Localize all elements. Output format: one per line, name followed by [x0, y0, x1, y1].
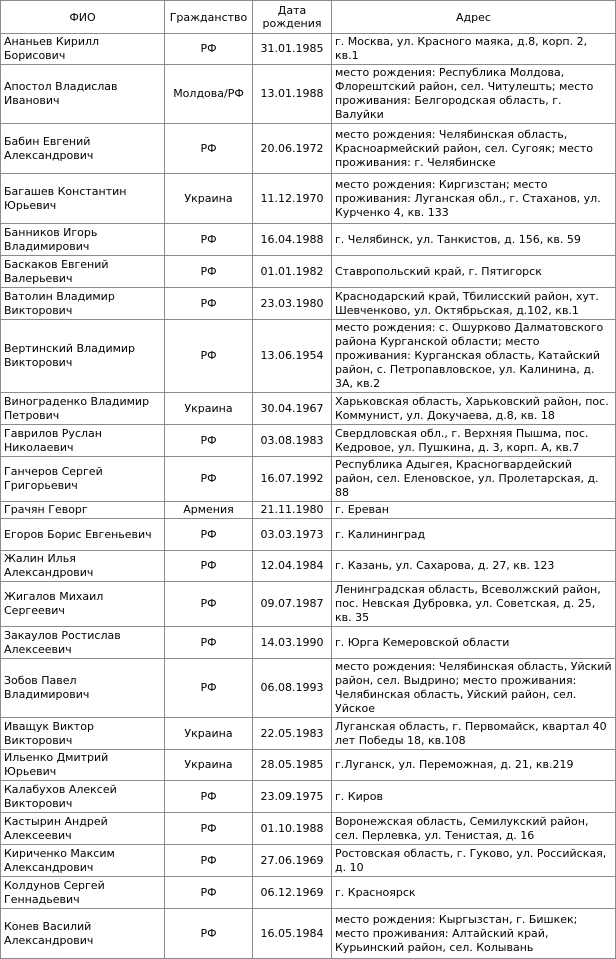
cell-address: г. Москва, ул. Красного маяка, д.8, корп. 2, кв.1: [332, 34, 616, 65]
cell-birth-date: 11.12.1970: [253, 174, 332, 224]
cell-birth-date: 23.09.1975: [253, 781, 332, 813]
cell-address: Воронежская область, Семилукский район, сел. Перлевка, ул. Тенистая, д. 16: [332, 813, 616, 845]
cell-citizenship: РФ: [165, 519, 253, 551]
table-row: [1, 65, 616, 124]
cell-citizenship: РФ: [165, 457, 253, 502]
table-row: [1, 909, 616, 959]
cell-birth-date: 09.07.1987: [253, 582, 332, 627]
cell-name: Банников Игорь Владимирович: [1, 224, 165, 256]
cell-name: Ватолин Владимир Викторович: [1, 288, 165, 320]
cell-address: Ставропольский край, г. Пятигорск: [332, 256, 616, 288]
cell-address: место рождения: Кыргызстан, г. Бишкек; место проживания: Алтайский край, Курьинский район, сел. Колывань: [332, 909, 616, 959]
cell-citizenship: Украина: [165, 174, 253, 224]
cell-name: Ананьев Кирилл Борисович: [1, 34, 165, 65]
table-row: [1, 781, 616, 813]
cell-birth-date: 14.03.1990: [253, 627, 332, 659]
cell-birth-date: 16.05.1984: [253, 909, 332, 959]
header-name: ФИО: [1, 1, 165, 34]
cell-address: Республика Адыгея, Красногвардейский район, сел. Еленовское, ул. Пролетарская, д. 88: [332, 457, 616, 502]
cell-birth-date: 13.06.1954: [253, 320, 332, 393]
cell-name: Зобов Павел Владимирович: [1, 659, 165, 718]
cell-name: Кириченко Максим Александрович: [1, 845, 165, 877]
header-row: [1, 1, 616, 34]
cell-birth-date: 03.03.1973: [253, 519, 332, 551]
cell-name: Колдунов Сергей Геннадьевич: [1, 877, 165, 909]
cell-citizenship: РФ: [165, 781, 253, 813]
table-row: [1, 750, 616, 781]
cell-citizenship: РФ: [165, 320, 253, 393]
cell-citizenship: Молдова/РФ: [165, 65, 253, 124]
cell-name: Закаулов Ростислав Алексеевич: [1, 627, 165, 659]
cell-citizenship: РФ: [165, 582, 253, 627]
table-row: [1, 224, 616, 256]
cell-name: Конев Василий Александрович: [1, 909, 165, 959]
cell-name: Винограденко Владимир Петрович: [1, 393, 165, 425]
header-citizenship: Гражданство: [165, 1, 253, 34]
cell-birth-date: 06.12.1969: [253, 877, 332, 909]
cell-citizenship: РФ: [165, 877, 253, 909]
cell-birth-date: 03.08.1983: [253, 425, 332, 457]
cell-birth-date: 28.05.1985: [253, 750, 332, 781]
cell-birth-date: 27.06.1969: [253, 845, 332, 877]
cell-name: Вертинский Владимир Викторович: [1, 320, 165, 393]
cell-name: Ильенко Дмитрий Юрьевич: [1, 750, 165, 781]
table-row: [1, 457, 616, 502]
cell-citizenship: РФ: [165, 34, 253, 65]
cell-name: Грачян Геворг: [1, 502, 165, 519]
cell-address: г. Казань, ул. Сахарова, д. 27, кв. 123: [332, 551, 616, 582]
cell-address: Свердловская обл., г. Верхняя Пышма, пос. Кедровое, ул. Пушкина, д. 3, корп. А, кв.7: [332, 425, 616, 457]
cell-birth-date: 21.11.1980: [253, 502, 332, 519]
table-row: [1, 502, 616, 519]
cell-birth-date: 23.03.1980: [253, 288, 332, 320]
cell-address: г.Луганск, ул. Переможная, д. 21, кв.219: [332, 750, 616, 781]
cell-citizenship: Украина: [165, 718, 253, 750]
table-row: [1, 124, 616, 174]
cell-name: Кастырин Андрей Алексеевич: [1, 813, 165, 845]
cell-citizenship: РФ: [165, 224, 253, 256]
table-row: [1, 627, 616, 659]
cell-citizenship: РФ: [165, 659, 253, 718]
cell-name: Егоров Борис Евгеньевич: [1, 519, 165, 551]
table-row: [1, 174, 616, 224]
cell-birth-date: 20.06.1972: [253, 124, 332, 174]
cell-address: г. Красноярск: [332, 877, 616, 909]
cell-birth-date: 13.01.1988: [253, 65, 332, 124]
cell-citizenship: РФ: [165, 256, 253, 288]
table-row: [1, 551, 616, 582]
table-row: [1, 659, 616, 718]
cell-citizenship: РФ: [165, 425, 253, 457]
table-row: [1, 718, 616, 750]
cell-address: Ростовская область, г. Гуково, ул. Российская, д. 10: [332, 845, 616, 877]
cell-citizenship: Украина: [165, 750, 253, 781]
cell-birth-date: 01.01.1982: [253, 256, 332, 288]
cell-citizenship: Украина: [165, 393, 253, 425]
cell-citizenship: РФ: [165, 845, 253, 877]
cell-citizenship: РФ: [165, 124, 253, 174]
table-row: [1, 425, 616, 457]
cell-address: г. Киров: [332, 781, 616, 813]
cell-citizenship: РФ: [165, 909, 253, 959]
cell-birth-date: 01.10.1988: [253, 813, 332, 845]
cell-birth-date: 22.05.1983: [253, 718, 332, 750]
cell-address: г. Калининград: [332, 519, 616, 551]
table-row: [1, 256, 616, 288]
cell-name: Багашев Константин Юрьевич: [1, 174, 165, 224]
cell-birth-date: 12.04.1984: [253, 551, 332, 582]
table-row: [1, 34, 616, 65]
cell-citizenship: РФ: [165, 551, 253, 582]
cell-address: место рождения: Челябинская область, Уйский район, сел. Выдрино; место проживания: Челябинская область, Уйский район, сел. Уйское: [332, 659, 616, 718]
cell-birth-date: 06.08.1993: [253, 659, 332, 718]
cell-name: Гаврилов Руслан Николаевич: [1, 425, 165, 457]
cell-address: место рождения: Челябинская область, Красноармейский район, сел. Сугояк; место проживания: г. Челябинске: [332, 124, 616, 174]
cell-birth-date: 16.07.1992: [253, 457, 332, 502]
header-address: Адрес: [332, 1, 616, 34]
cell-name: Иващук Виктор Викторович: [1, 718, 165, 750]
header-birth-date: Дата рождения: [253, 1, 332, 34]
cell-birth-date: 16.04.1988: [253, 224, 332, 256]
table-row: [1, 288, 616, 320]
table-row: [1, 582, 616, 627]
cell-address: г. Ереван: [332, 502, 616, 519]
table-row: [1, 845, 616, 877]
cell-name: Ганчеров Сергей Григорьевич: [1, 457, 165, 502]
table-row: [1, 320, 616, 393]
table-row: [1, 877, 616, 909]
table-row: [1, 393, 616, 425]
cell-name: Апостол Владислав Иванович: [1, 65, 165, 124]
cell-address: Краснодарский край, Тбилисский район, хут. Шевченково, ул. Октябрьская, д.102, кв.1: [332, 288, 616, 320]
cell-citizenship: Армения: [165, 502, 253, 519]
cell-name: Бабин Евгений Александрович: [1, 124, 165, 174]
cell-name: Калабухов Алексей Викторович: [1, 781, 165, 813]
cell-citizenship: РФ: [165, 288, 253, 320]
cell-address: Харьковская область, Харьковский район, пос. Коммунист, ул. Докучаева, д.8, кв. 18: [332, 393, 616, 425]
cell-address: г. Челябинск, ул. Танкистов, д. 156, кв. 59: [332, 224, 616, 256]
cell-address: г. Юрга Кемеровской области: [332, 627, 616, 659]
cell-address: место рождения: с. Ошурково Далматовского района Курганской области; место проживания: Курганская область, Катайский район, с. Петропавловское, ул. Калинина, д. 3А, кв.2: [332, 320, 616, 393]
cell-name: Жигалов Михаил Сергеевич: [1, 582, 165, 627]
cell-address: место рождения: Республика Молдова, Флорештский район, сел. Читулешть; место проживания: Белгородская область, г. Валуйки: [332, 65, 616, 124]
cell-name: Жалин Илья Александрович: [1, 551, 165, 582]
cell-address: место рождения: Киргизстан; место проживания: Луганская обл., г. Стаханов, ул. Курченко 4, кв. 133: [332, 174, 616, 224]
cell-birth-date: 31.01.1985: [253, 34, 332, 65]
table-row: [1, 813, 616, 845]
table-body: [1, 34, 616, 959]
cell-address: Ленинградская область, Всеволжский район, пос. Невская Дубровка, ул. Советская, д. 25, кв. 35: [332, 582, 616, 627]
cell-citizenship: РФ: [165, 813, 253, 845]
table-row: [1, 519, 616, 551]
cell-citizenship: РФ: [165, 627, 253, 659]
cell-birth-date: 30.04.1967: [253, 393, 332, 425]
cell-address: Луганская область, г. Первомайск, квартал 40 лет Победы 18, кв.108: [332, 718, 616, 750]
cell-name: Баскаков Евгений Валерьевич: [1, 256, 165, 288]
